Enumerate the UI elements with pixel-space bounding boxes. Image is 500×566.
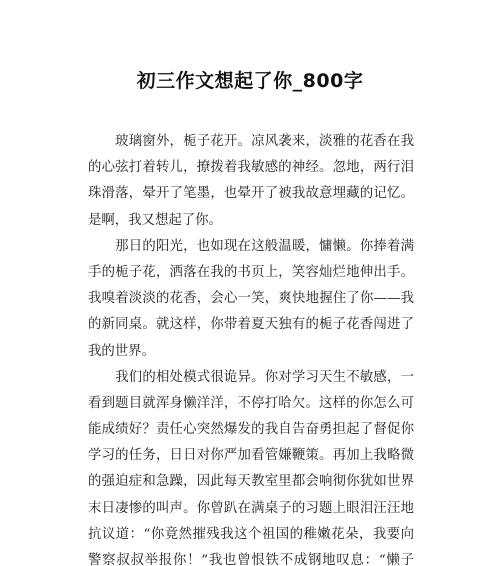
text-line: 那日的阳光，也如现在这般温暖，慵懒。你捧着满: [88, 238, 414, 254]
text-line: 的心弦打着转儿，撩拨着我敏感的神经。忽地，两行泪: [88, 160, 414, 176]
text-line: 我嗅着淡淡的花香，会心一笑，爽快地握住了你——我: [88, 291, 414, 307]
text-line: 手的栀子花，洒落在我的书页上，笑容灿烂地伸出手。: [88, 264, 414, 280]
text-line: 的强迫症和急躁，因此每天教室里都会响彻你犹如世界: [88, 474, 414, 490]
text-line: 的新同桌。就这样，你带着夏天独有的栀子花香闯进了: [88, 317, 414, 333]
text-line: 我的世界。: [88, 343, 155, 359]
text-line: 珠滑落，晕开了笔墨，也晕开了被我故意埋藏的记忆。: [88, 186, 414, 202]
text-line: 我们的相处模式很诡异。你对学习天生不敏感，一: [88, 369, 414, 385]
article-body: [88, 129, 414, 566]
text-line: 学习的任务，日日对你严加看管嫌鞭策。再加上我略微: [88, 448, 414, 464]
text-line: 玻璃窗外，栀子花开。凉风袭来，淡雅的花香在我: [88, 134, 414, 149]
text-line: 能成绩好？责任心突然爆发的我自告奋勇担起了督促你: [88, 422, 414, 438]
article-title: 初三作文想起了你_800字: [136, 70, 364, 92]
text-line: 看到题目就浑身懒洋洋，不停打哈欠。这样的你怎么可: [88, 395, 414, 411]
text-line: 抗议道：“你竟然摧残我这个祖国的稚嫩花朵，我要向: [88, 526, 414, 542]
text-line: 末日凄惨的叫声。你曾趴在满桌子的习题上眼泪汪汪地: [88, 500, 414, 516]
text-line: 警察叔叔举报你！”我也曾恨铁不成钢地叹息：“懒子: [88, 553, 414, 566]
text-line: 是啊，我又想起了你。: [88, 212, 222, 228]
